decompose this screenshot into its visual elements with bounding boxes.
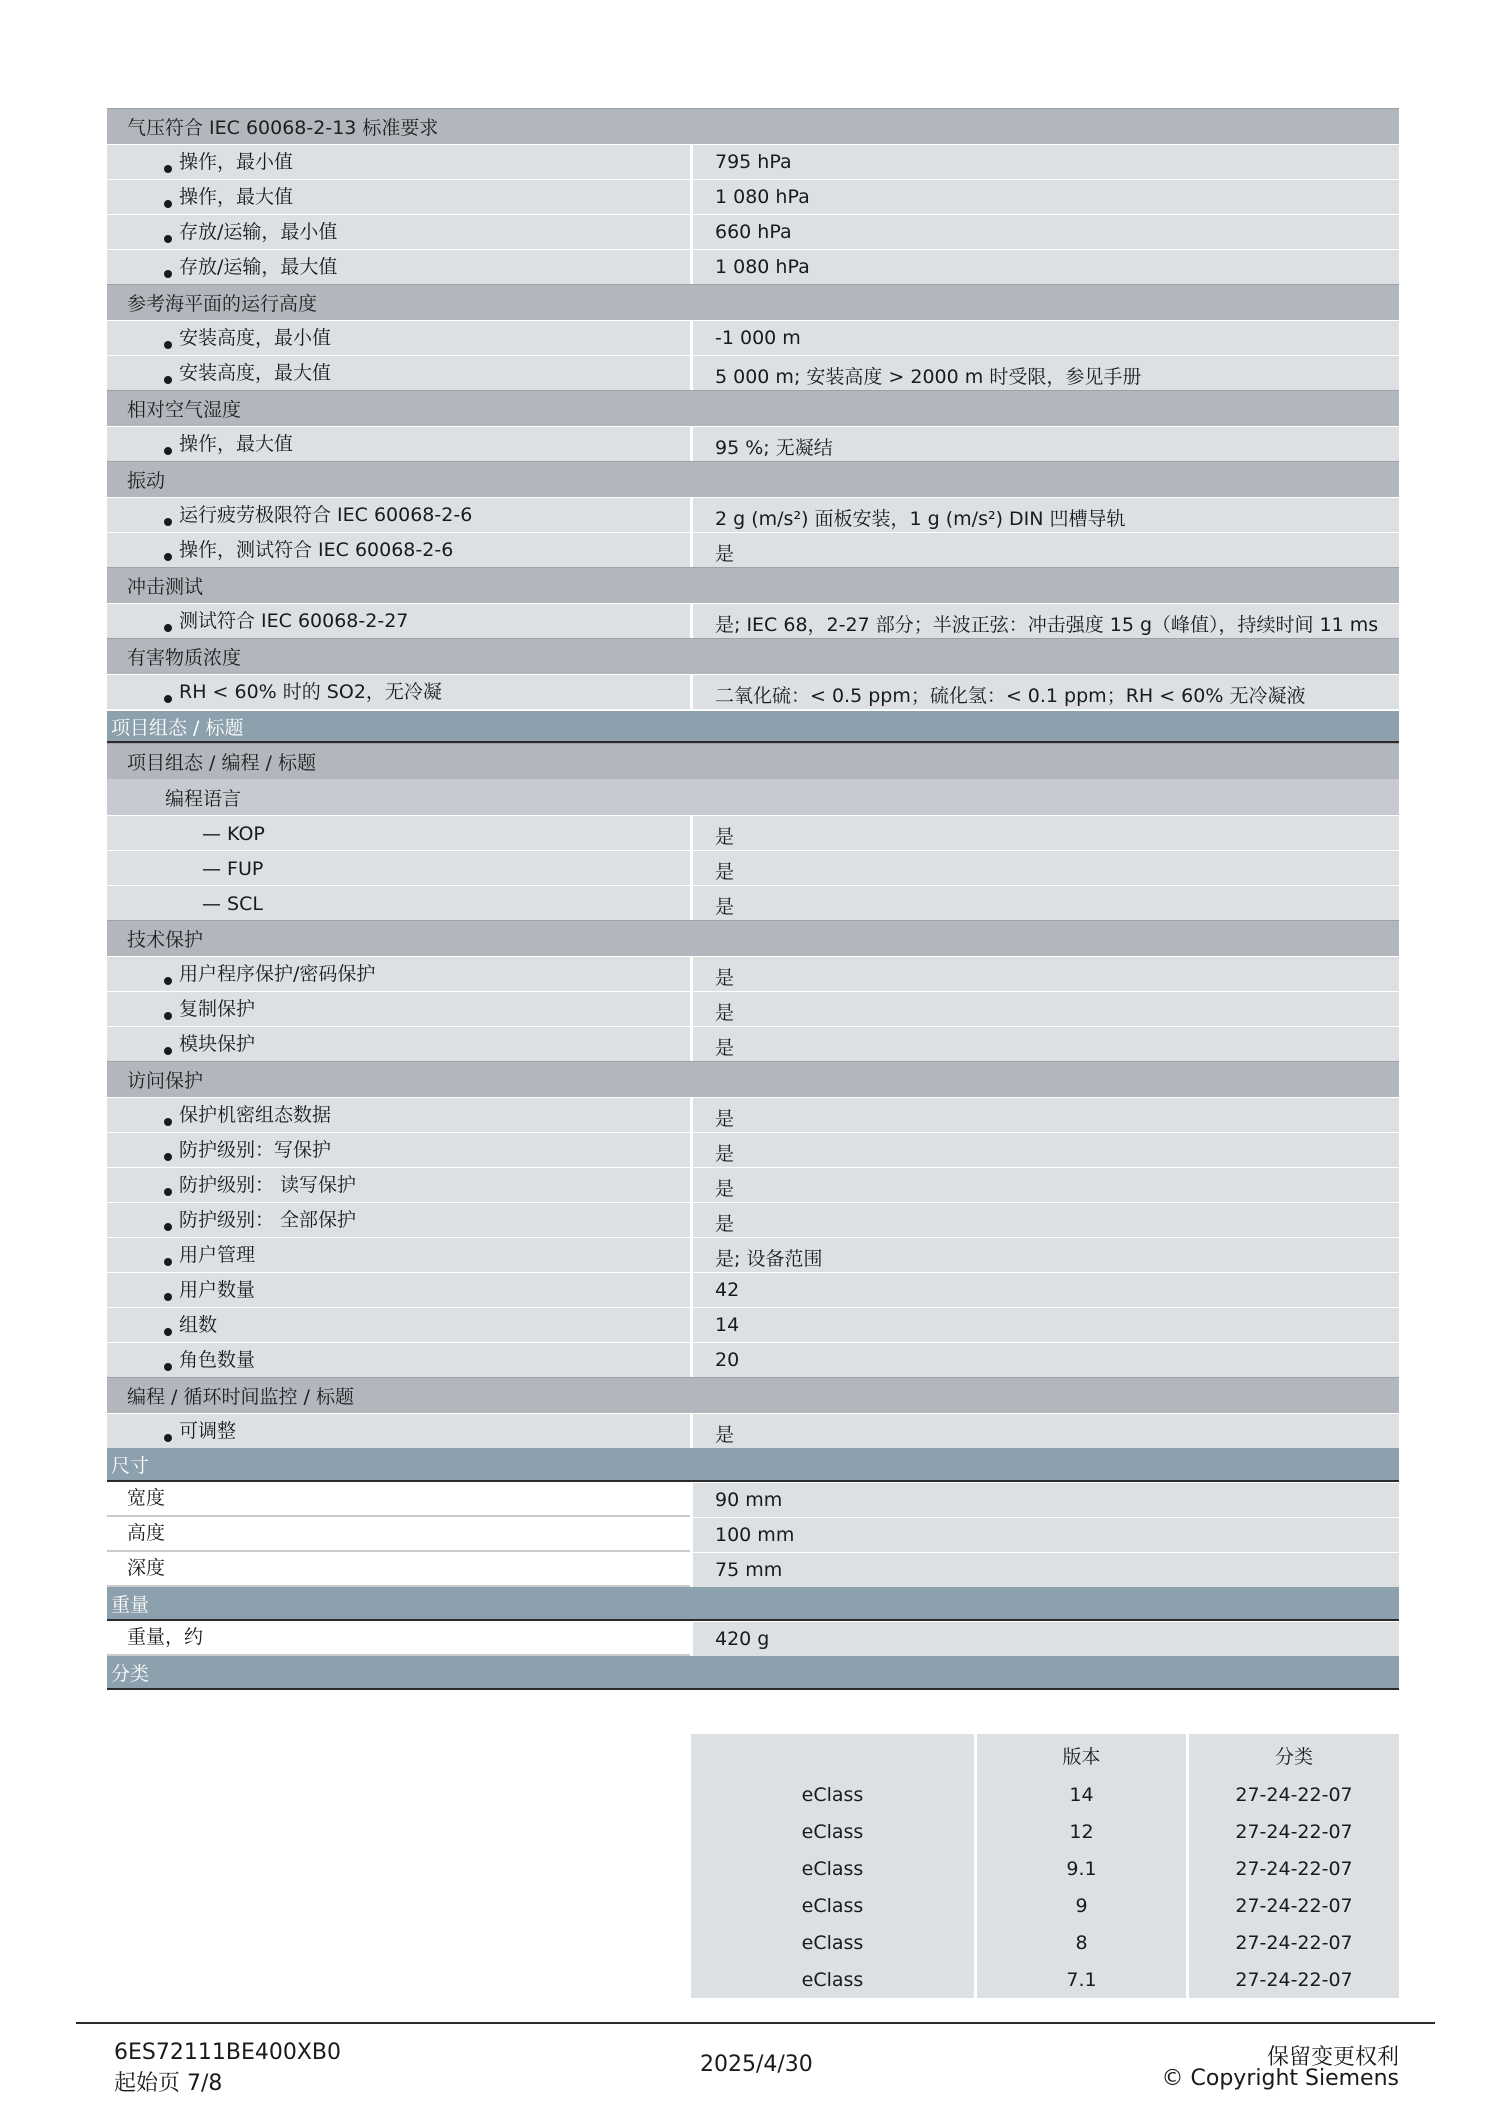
classification-version: 12 bbox=[977, 1813, 1186, 1850]
spec-value: 660 hPa bbox=[690, 215, 1399, 249]
bullet-icon bbox=[164, 1223, 172, 1231]
spec-label-cell bbox=[107, 1203, 690, 1237]
classification-code: 27-24-22-07 bbox=[1189, 1850, 1399, 1887]
bullet-icon bbox=[164, 235, 172, 243]
spec-label: 存放/运输，最小值 bbox=[179, 221, 338, 243]
spec-label-cell bbox=[107, 1414, 690, 1448]
spec-label: 角色数量 bbox=[179, 1349, 256, 1371]
footer-product-code: 6ES72111BE400XB0 bbox=[114, 2040, 341, 2065]
spec-value: 5 000 m; 安装高度 > 2000 m 时受限，参见手册 bbox=[690, 356, 1399, 390]
spec-label: 重量，约 bbox=[127, 1626, 204, 1648]
classification-version: 7.1 bbox=[977, 1961, 1186, 1998]
group-header-row bbox=[107, 1061, 1399, 1097]
spec-label: 安装高度，最大值 bbox=[179, 362, 332, 384]
spec-label: 用户管理 bbox=[179, 1244, 256, 1266]
spec-row bbox=[107, 1482, 1399, 1517]
classification-header-version: 版本 bbox=[977, 1734, 1186, 1776]
spec-value: 2 g (m/s²) 面板安装，1 g (m/s²) DIN 凹槽导轨 bbox=[690, 498, 1399, 532]
group-header-row bbox=[107, 920, 1399, 956]
subgroup-header-label: 编程语言 bbox=[165, 787, 242, 810]
spec-label-cell bbox=[107, 1168, 690, 1202]
spec-label-cell bbox=[107, 1027, 690, 1061]
group-header-row bbox=[107, 284, 1399, 320]
spec-label-cell bbox=[107, 215, 690, 249]
group-header-label: 项目组态 / 编程 / 标题 bbox=[127, 752, 316, 774]
spec-table bbox=[107, 108, 1399, 1690]
classification-version: 8 bbox=[977, 1924, 1186, 1961]
bullet-icon bbox=[164, 270, 172, 278]
spec-value: 是; IEC 68，2-27 部分；半波正弦：冲击强度 15 g（峰值），持续时间 11 ms bbox=[690, 604, 1399, 638]
spec-label-cell bbox=[107, 1483, 690, 1517]
spec-row bbox=[107, 1272, 1399, 1307]
group-header-label: 编程 / 循环时间监控 / 标题 bbox=[127, 1386, 354, 1408]
classification-version: 14 bbox=[977, 1776, 1186, 1813]
classification-header-row bbox=[691, 1734, 1399, 1776]
spec-value: 二氧化硫：< 0.5 ppm；硫化氢：< 0.1 ppm；RH < 60% 无冷凝液 bbox=[690, 675, 1399, 709]
section-header-label: 重量 bbox=[111, 1593, 150, 1616]
section-header-label: 项目组态 / 标题 bbox=[111, 716, 244, 739]
spec-row bbox=[107, 1517, 1399, 1552]
spec-label: — FUP bbox=[202, 858, 264, 880]
spec-row bbox=[107, 1342, 1399, 1377]
spec-row bbox=[107, 1552, 1399, 1587]
bullet-icon bbox=[164, 200, 172, 208]
spec-value: 是 bbox=[690, 1133, 1399, 1167]
classification-body bbox=[691, 1776, 1399, 1998]
spec-row bbox=[107, 497, 1399, 532]
classification-system: eClass bbox=[691, 1850, 974, 1887]
bullet-icon bbox=[164, 1434, 172, 1442]
spec-value: 是 bbox=[690, 1027, 1399, 1061]
footer-page-number: 起始页 7/8 bbox=[114, 2071, 223, 2096]
spec-value: 是 bbox=[690, 851, 1399, 885]
spec-row bbox=[107, 1167, 1399, 1202]
spec-label-cell bbox=[107, 816, 690, 850]
spec-label-cell bbox=[107, 1622, 690, 1656]
group-header-label: 冲击测试 bbox=[127, 576, 204, 598]
spec-value: 20 bbox=[690, 1343, 1399, 1377]
footer-copyright: © Copyright Siemens bbox=[1161, 2066, 1399, 2091]
bullet-icon bbox=[164, 165, 172, 173]
group-header-label: 技术保护 bbox=[127, 929, 204, 951]
group-header-label: 访问保护 bbox=[127, 1070, 204, 1092]
bullet-icon bbox=[164, 1012, 172, 1020]
bullet-icon bbox=[164, 518, 172, 526]
bullet-icon bbox=[164, 977, 172, 985]
spec-value: 是 bbox=[690, 533, 1399, 567]
spec-row bbox=[107, 850, 1399, 885]
spec-label-cell bbox=[107, 886, 690, 920]
spec-value: 1 080 hPa bbox=[690, 180, 1399, 214]
spec-label: 操作，最大值 bbox=[179, 186, 294, 208]
spec-label-cell bbox=[107, 356, 690, 390]
spec-label-cell bbox=[107, 1238, 690, 1272]
spec-row bbox=[107, 885, 1399, 920]
bullet-icon bbox=[164, 624, 172, 632]
classification-system: eClass bbox=[691, 1924, 974, 1961]
spec-label-cell bbox=[107, 1343, 690, 1377]
spec-label: 用户数量 bbox=[179, 1279, 256, 1301]
group-header-row bbox=[107, 461, 1399, 497]
bullet-icon bbox=[164, 553, 172, 561]
bullet-icon bbox=[164, 1293, 172, 1301]
spec-label: 复制保护 bbox=[179, 998, 256, 1020]
classification-table bbox=[691, 1734, 1399, 1998]
footer-date: 2025/4/30 bbox=[700, 2052, 813, 2077]
classification-code: 27-24-22-07 bbox=[1189, 1776, 1399, 1813]
spec-value: 1 080 hPa bbox=[690, 250, 1399, 284]
classification-system: eClass bbox=[691, 1961, 974, 1998]
classification-row bbox=[691, 1961, 1399, 1998]
spec-value: 是 bbox=[690, 816, 1399, 850]
spec-row bbox=[107, 320, 1399, 355]
spec-label-cell bbox=[107, 851, 690, 885]
bullet-icon bbox=[164, 341, 172, 349]
spec-label: 高度 bbox=[127, 1522, 166, 1544]
section-header-label: 分类 bbox=[111, 1662, 150, 1685]
spec-label: 操作，最大值 bbox=[179, 433, 294, 455]
spec-row bbox=[107, 1026, 1399, 1061]
spec-label: 操作，最小值 bbox=[179, 151, 294, 173]
section-header-row bbox=[107, 1656, 1399, 1690]
spec-row bbox=[107, 1097, 1399, 1132]
spec-label: 防护级别： 全部保护 bbox=[179, 1209, 357, 1231]
spec-value: 是 bbox=[690, 1414, 1399, 1448]
spec-label: 运行疲劳极限符合 IEC 60068-2-6 bbox=[179, 504, 473, 526]
spec-label-cell bbox=[107, 427, 690, 461]
group-header-row bbox=[107, 567, 1399, 603]
classification-version: 9.1 bbox=[977, 1850, 1186, 1887]
spec-label-cell bbox=[107, 250, 690, 284]
spec-row bbox=[107, 532, 1399, 567]
footer-rights: 保留变更权利 bbox=[1266, 2045, 1399, 2070]
group-header-label: 有害物质浓度 bbox=[127, 647, 242, 669]
section-header-row bbox=[107, 1448, 1399, 1482]
classification-code: 27-24-22-07 bbox=[1189, 1813, 1399, 1850]
classification-code: 27-24-22-07 bbox=[1189, 1924, 1399, 1961]
spec-row bbox=[107, 1237, 1399, 1272]
spec-row bbox=[107, 1202, 1399, 1237]
bullet-icon bbox=[164, 1188, 172, 1196]
section-header-row bbox=[107, 709, 1399, 743]
spec-value: 是 bbox=[690, 1098, 1399, 1132]
bullet-icon bbox=[164, 1258, 172, 1266]
spec-row bbox=[107, 956, 1399, 991]
bullet-icon bbox=[164, 1118, 172, 1126]
spec-label: 组数 bbox=[179, 1314, 218, 1336]
spec-label: — KOP bbox=[202, 823, 265, 845]
spec-value: 是; 设备范围 bbox=[690, 1238, 1399, 1272]
spec-label: 安装高度，最小值 bbox=[179, 327, 332, 349]
spec-label-cell bbox=[107, 957, 690, 991]
classification-row bbox=[691, 1887, 1399, 1924]
spec-label: 存放/运输，最大值 bbox=[179, 256, 338, 278]
spec-value: 90 mm bbox=[690, 1483, 1399, 1517]
group-header-label: 参考海平面的运行高度 bbox=[127, 293, 318, 315]
group-header-row bbox=[107, 1377, 1399, 1413]
spec-row bbox=[107, 991, 1399, 1026]
spec-value: 42 bbox=[690, 1273, 1399, 1307]
classification-row bbox=[691, 1776, 1399, 1813]
spec-label-cell bbox=[107, 498, 690, 532]
group-header-label: 振动 bbox=[127, 470, 166, 492]
classification-system: eClass bbox=[691, 1887, 974, 1924]
spec-label-cell bbox=[107, 604, 690, 638]
bullet-icon bbox=[164, 376, 172, 384]
spec-label: — SCL bbox=[202, 893, 263, 915]
spec-label-cell bbox=[107, 1308, 690, 1342]
classification-header-class: 分类 bbox=[1189, 1734, 1399, 1776]
spec-label-cell bbox=[107, 180, 690, 214]
spec-label-cell bbox=[107, 145, 690, 179]
spec-label: 宽度 bbox=[127, 1487, 166, 1509]
spec-label-cell bbox=[107, 1273, 690, 1307]
spec-label-cell bbox=[107, 1518, 690, 1552]
spec-value: 795 hPa bbox=[690, 145, 1399, 179]
spec-label: RH < 60% 时的 SO2，无冷凝 bbox=[179, 681, 442, 703]
spec-label-cell bbox=[107, 1098, 690, 1132]
section-header-row bbox=[107, 1587, 1399, 1621]
bullet-icon bbox=[164, 1328, 172, 1336]
bullet-icon bbox=[164, 1363, 172, 1371]
spec-value: 是 bbox=[690, 1203, 1399, 1237]
classification-header-empty bbox=[691, 1734, 974, 1776]
spec-label-cell bbox=[107, 992, 690, 1026]
spec-value: 14 bbox=[690, 1308, 1399, 1342]
classification-row bbox=[691, 1850, 1399, 1887]
classification-code: 27-24-22-07 bbox=[1189, 1961, 1399, 1998]
spec-label-cell bbox=[107, 1133, 690, 1167]
spec-label: 保护机密组态数据 bbox=[179, 1104, 332, 1126]
spec-label: 深度 bbox=[127, 1557, 166, 1579]
classification-row bbox=[691, 1813, 1399, 1850]
footer-divider bbox=[76, 2022, 1435, 2024]
spec-value: 75 mm bbox=[690, 1553, 1399, 1587]
bullet-icon bbox=[164, 695, 172, 703]
spec-label: 测试符合 IEC 60068-2-27 bbox=[179, 610, 409, 632]
spec-label: 防护级别： 读写保护 bbox=[179, 1174, 357, 1196]
spec-label: 操作，测试符合 IEC 60068-2-6 bbox=[179, 539, 454, 561]
spec-row bbox=[107, 355, 1399, 390]
spec-label-cell bbox=[107, 675, 690, 709]
spec-row bbox=[107, 426, 1399, 461]
classification-code: 27-24-22-07 bbox=[1189, 1887, 1399, 1924]
spec-label: 可调整 bbox=[179, 1420, 237, 1442]
spec-row bbox=[107, 1621, 1399, 1656]
spec-row bbox=[107, 249, 1399, 284]
classification-row bbox=[691, 1924, 1399, 1961]
group-header-row bbox=[107, 108, 1399, 144]
spec-row bbox=[107, 1413, 1399, 1448]
spec-row bbox=[107, 815, 1399, 850]
section-header-label: 尺寸 bbox=[111, 1454, 150, 1477]
spec-label: 防护级别：写保护 bbox=[179, 1139, 332, 1161]
spec-value: 是 bbox=[690, 1168, 1399, 1202]
spec-value: 是 bbox=[690, 992, 1399, 1026]
spec-row bbox=[107, 674, 1399, 709]
spec-label-cell bbox=[107, 321, 690, 355]
spec-row bbox=[107, 179, 1399, 214]
spec-label: 用户程序保护/密码保护 bbox=[179, 963, 376, 985]
spec-label: 模块保护 bbox=[179, 1033, 256, 1055]
group-header-row bbox=[107, 743, 1399, 779]
group-header-label: 气压符合 IEC 60068-2-13 标准要求 bbox=[127, 117, 439, 139]
spec-row bbox=[107, 1132, 1399, 1167]
spec-row bbox=[107, 603, 1399, 638]
group-header-label: 相对空气湿度 bbox=[127, 399, 242, 421]
spec-row bbox=[107, 214, 1399, 249]
spec-value: 是 bbox=[690, 957, 1399, 991]
spec-value: 420 g bbox=[690, 1622, 1399, 1656]
spec-value: 100 mm bbox=[690, 1518, 1399, 1552]
classification-version: 9 bbox=[977, 1887, 1186, 1924]
spec-value: 95 %; 无凝结 bbox=[690, 427, 1399, 461]
spec-value: 是 bbox=[690, 886, 1399, 920]
group-header-row bbox=[107, 638, 1399, 674]
classification-system: eClass bbox=[691, 1813, 974, 1850]
spec-row bbox=[107, 1307, 1399, 1342]
bullet-icon bbox=[164, 1153, 172, 1161]
spec-label-cell bbox=[107, 1553, 690, 1587]
classification-system: eClass bbox=[691, 1776, 974, 1813]
subgroup-header-row bbox=[107, 779, 1399, 815]
spec-row bbox=[107, 144, 1399, 179]
bullet-icon bbox=[164, 447, 172, 455]
group-header-row bbox=[107, 390, 1399, 426]
bullet-icon bbox=[164, 1047, 172, 1055]
spec-value: -1 000 m bbox=[690, 321, 1399, 355]
spec-label-cell bbox=[107, 533, 690, 567]
